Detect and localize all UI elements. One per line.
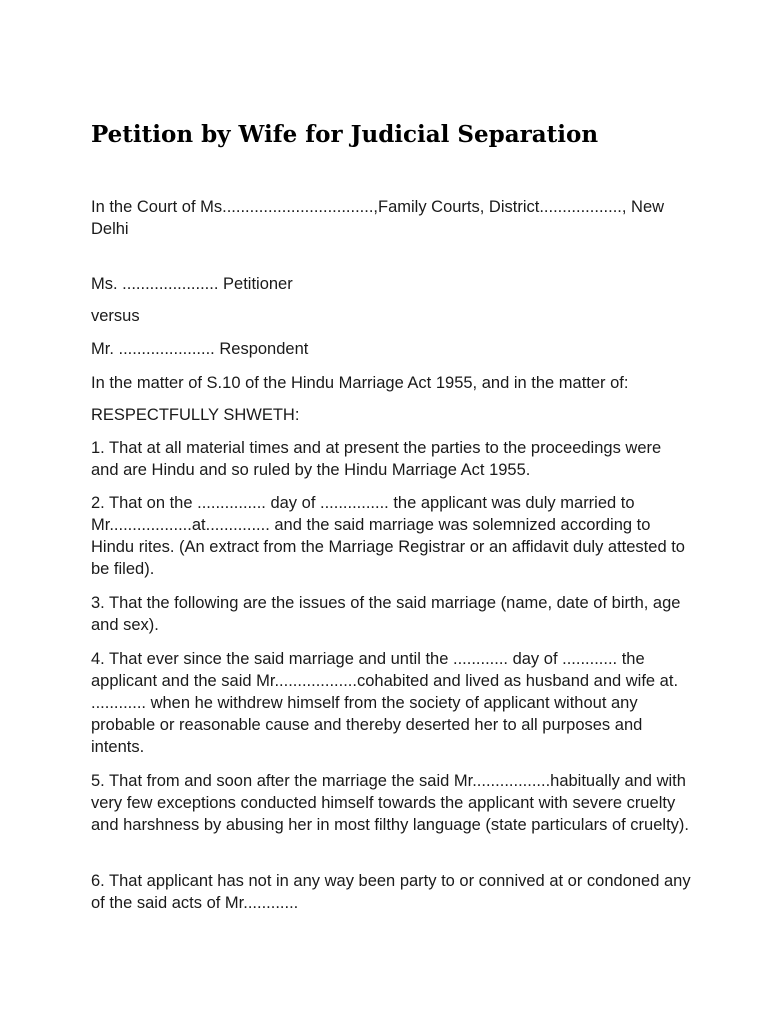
paragraph-3: 3. That the following are the issues of the said marriage (name, date of birth, age and sex). (91, 594, 681, 634)
matter-line: In the matter of S.10 of the Hindu Marriage Act 1955, and in the matter of: (91, 374, 629, 392)
versus-line: versus (91, 307, 140, 325)
document-title: Petition by Wife for Judicial Separation (91, 121, 599, 148)
court-line: In the Court of Ms.................................,Family Courts, District.................., New Delhi (91, 198, 665, 238)
paragraph-5: 5. That from and soon after the marriage the said Mr.................habitually and with very few exceptions conducted himself towards the applicant with severe cruelty and harshness by abusing her in most filthy language (state particulars of cruelty). (91, 772, 689, 834)
petitioner-line: Ms. ..................... Petitioner (91, 275, 293, 293)
respondent-line: Mr. ..................... Respondent (91, 340, 309, 358)
respectfully-line: RESPECTFULLY SHWETH: (91, 406, 300, 424)
paragraph-1: 1. That at all material times and at present the parties to the proceedings were and are Hindu and so ruled by the Hindu Marriage Act 1955. (91, 439, 662, 479)
paragraph-2: 2. That on the ............... day of ............... the applicant was duly married to Mr..................at.............. and the said marriage was solemnized according to Hindu rites. (An extract from the Marriage Registrar or an affidavit duly attested to be filed). (91, 494, 685, 578)
paragraph-6: 6. That applicant has not in any way been party to or connived at or condoned any of the said acts of Mr............ (91, 872, 691, 912)
paragraph-4: 4. That ever since the said marriage and until the ............ day of ............ the applicant and the said Mr..................cohabited and lived as husband and wife at. ............ when he withdrew himself from the society of applicant without any probable or reasonable cause and thereby deserted her to all purposes and intents. (91, 650, 679, 756)
